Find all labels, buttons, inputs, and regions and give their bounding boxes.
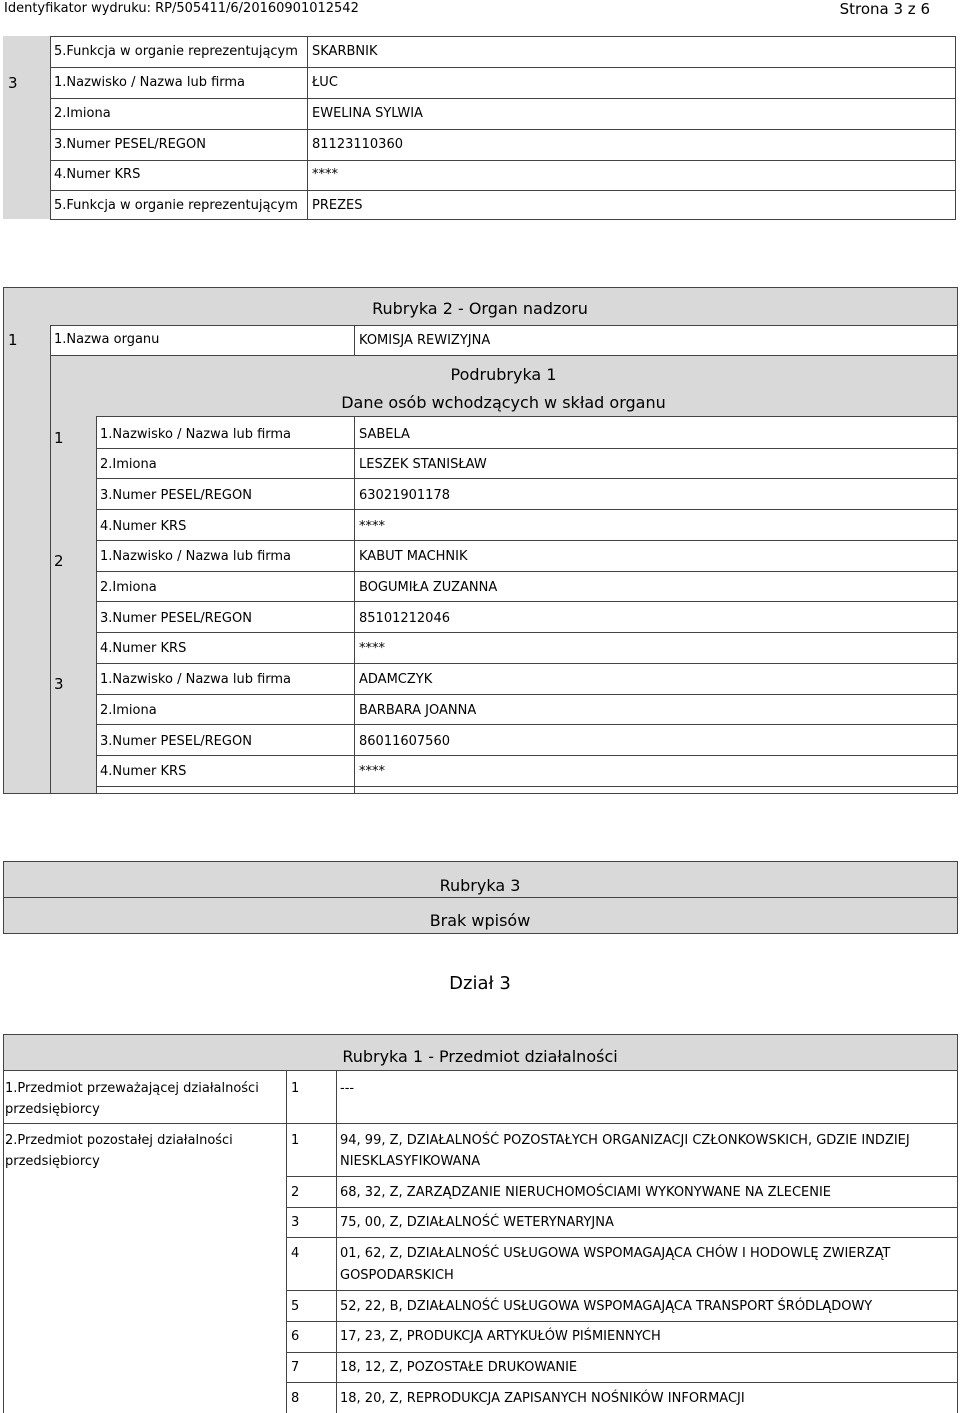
document-id: Identyfikator wydruku: RP/505411/6/20160901012542 [4,1,359,16]
item-number: 4 [291,1246,300,1261]
field-value: SABELA [359,427,410,442]
field-value: **** [312,167,338,182]
item-number: 7 [291,1360,300,1375]
entry-number: 1 [8,331,18,349]
field-value: 63021901178 [359,488,450,503]
field-label: 3.Numer PESEL/REGON [100,488,252,503]
field-label: 5.Funkcja w organie reprezentującym [54,198,298,213]
field-label: 2.Imiona [100,703,157,718]
person-number: 1 [54,429,64,447]
field-value: KABUT MACHNIK [359,549,468,564]
pozostala-label: 2.Przedmiot pozostałej działalności [5,1133,233,1148]
item-value: 68, 32, Z, ZARZĄDZANIE NIERUCHOMOŚCIAMI WYKONYWANE NA ZLECENIE [340,1185,832,1200]
item-number: 1 [291,1133,300,1148]
field-value: BARBARA JOANNA [359,703,477,718]
item-value-cont: GOSPODARSKICH [340,1268,454,1283]
field-value: ADAMCZYK [359,672,433,687]
field-label: 3.Numer PESEL/REGON [100,611,252,626]
section-title: Rubryka 2 - Organ nadzoru [372,299,588,318]
pozostala-label-cont: przedsiębiorcy [5,1154,100,1169]
item-value: 52, 22, B, DZIAŁALNOŚĆ USŁUGOWA WSPOMAGAJĄCA TRANSPORT ŚRÓDLĄDOWY [340,1299,873,1314]
przewazajaca-label: 1.Przedmiot przeważającej działalności [5,1081,259,1096]
person-number: 2 [54,552,64,570]
field-label: 1.Nazwisko / Nazwa lub firma [100,549,292,564]
field-label: 1.Nazwisko / Nazwa lub firma [54,75,246,90]
item-value: 17, 23, Z, PRODUKCJA ARTYKUŁÓW PIŚMIENNYCH [340,1329,661,1344]
item-value: 18, 12, Z, POZOSTAŁE DRUKOWANIE [340,1360,578,1375]
field-value: 86011607560 [359,734,450,749]
przewazajaca-label-cont: przedsiębiorcy [5,1102,100,1117]
page-number: Strona 3 z 6 [839,0,930,18]
subsection-subtitle: Dane osób wchodzących w skład organu [341,393,666,412]
item-value-cont: NIESKLASYFIKOWANA [340,1154,481,1169]
funkcja-value: SKARBNIK [312,44,378,59]
item-value: 75, 00, Z, DZIAŁALNOŚĆ WETERYNARYJNA [340,1215,614,1230]
field-label: 4.Numer KRS [100,641,187,656]
field-value: BOGUMIŁA ZUZANNA [359,580,498,595]
field-value: **** [359,641,385,656]
field-label: 1.Nazwa organu [54,332,160,347]
subsection-title: Podrubryka 1 [450,365,557,384]
item-number: 3 [291,1215,300,1230]
item-value: --- [340,1081,355,1096]
section-title: Rubryka 3 [439,876,521,895]
field-label: 4.Numer KRS [54,167,141,182]
entry-number: 3 [8,74,18,92]
person-number: 3 [54,675,64,693]
field-label: 4.Numer KRS [100,519,187,534]
field-label: 1.Nazwisko / Nazwa lub firma [100,672,292,687]
field-value: KOMISJA REWIZYJNA [359,333,491,348]
field-label: 2.Imiona [100,580,157,595]
field-value: 81123110360 [312,137,403,152]
field-value: EWELINA SYLWIA [312,106,423,121]
field-value: **** [359,764,385,779]
field-label: 1.Nazwisko / Nazwa lub firma [100,427,292,442]
item-number: 6 [291,1329,300,1344]
field-label: 2.Imiona [54,106,111,121]
field-label: 3.Numer PESEL/REGON [100,734,252,749]
field-label: 2.Imiona [100,457,157,472]
field-value: PREZES [312,198,363,213]
section-title: Rubryka 1 - Przedmiot działalności [342,1047,618,1066]
funkcja-label: 5.Funkcja w organie reprezentującym [54,44,298,59]
field-value: **** [359,519,385,534]
item-number: 2 [291,1185,300,1200]
item-number: 1 [291,1081,300,1096]
field-value: 85101212046 [359,611,450,626]
field-value: ŁUC [312,75,338,90]
item-number: 5 [291,1299,300,1314]
dzial-title: Dział 3 [449,973,511,994]
item-value: 94, 99, Z, DZIAŁALNOŚĆ POZOSTAŁYCH ORGANIZACJI CZŁONKOWSKICH, GDZIE INDZIEJ [340,1133,910,1148]
field-label: 4.Numer KRS [100,764,187,779]
field-value: LESZEK STANISŁAW [359,457,487,472]
item-value: 18, 20, Z, REPRODUKCJA ZAPISANYCH NOŚNIKÓW INFORMACJI [340,1391,745,1406]
item-value: 01, 62, Z, DZIAŁALNOŚĆ USŁUGOWA WSPOMAGAJĄCA CHÓW I HODOWLĘ ZWIERZĄT [340,1246,891,1261]
field-label: 3.Numer PESEL/REGON [54,137,206,152]
empty-message: Brak wpisów [429,911,531,930]
item-number: 8 [291,1391,300,1406]
